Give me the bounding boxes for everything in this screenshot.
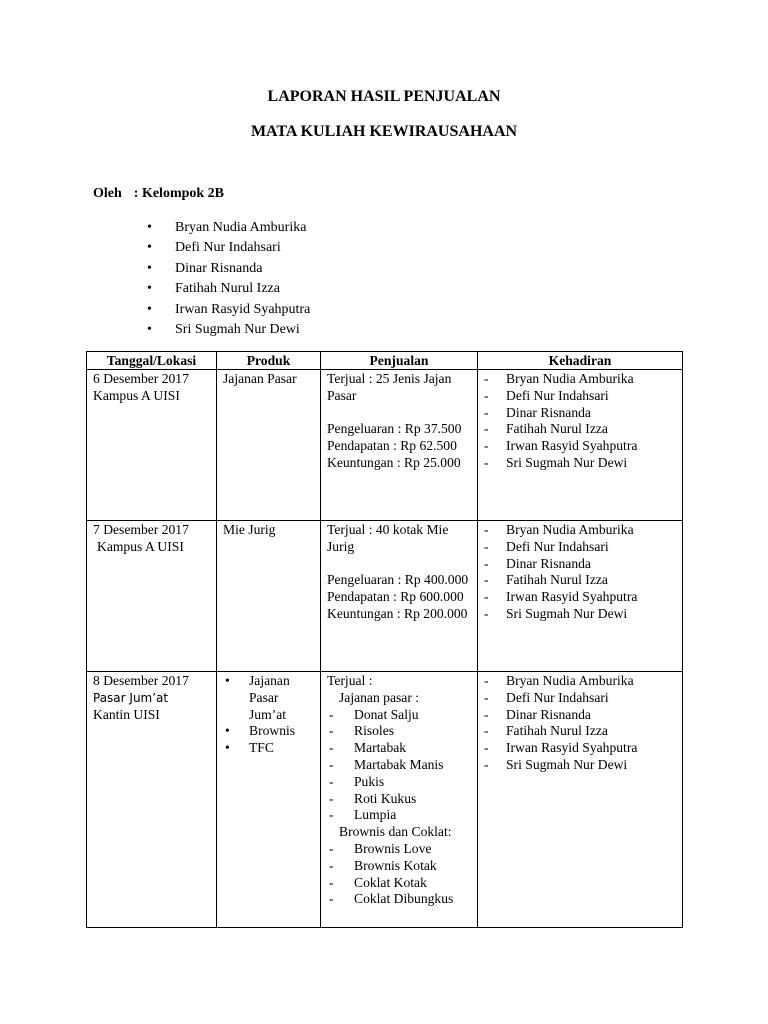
member-item: • Bryan Nudia Amburika	[147, 218, 310, 238]
product-item: • Brownis	[223, 723, 315, 740]
product-cell: Jajanan Pasar	[217, 370, 321, 521]
attendance-item: - Fatihah Nurul Izza	[484, 723, 677, 740]
sold-text: Terjual : 40 kotak Mie Jurig	[327, 522, 449, 554]
member-item: • Irwan Rasyid Syahputra	[147, 300, 310, 320]
member-item: • Sri Sugmah Nur Dewi	[147, 320, 310, 340]
group-label: Jajanan pasar :	[339, 689, 420, 705]
header-product: Produk	[217, 352, 321, 370]
expense-text: Pengeluaran : Rp 400.000	[327, 572, 469, 588]
course-title: MATA KULIAH KEWIRAUSAHAAN	[250, 123, 518, 140]
product-cell	[217, 672, 321, 928]
attendance-item: - Fatihah Nurul Izza	[484, 572, 677, 589]
table-header-row	[87, 352, 683, 370]
date: 7 Desember 2017	[93, 522, 189, 537]
sold-item: - Donat Salju	[327, 707, 472, 724]
profit-text: Keuntungan : Rp 25.000	[327, 454, 461, 470]
date-location-cell	[87, 521, 217, 672]
attendance-item: - Irwan Rasyid Syahputra	[484, 589, 677, 606]
attendance-item: - Sri Sugmah Nur Dewi	[484, 455, 677, 472]
product-item: • TFC	[223, 740, 315, 757]
attendance-item: - Bryan Nudia Amburika	[484, 673, 677, 690]
expense-text: Pengeluaran : Rp 37.500	[327, 421, 462, 437]
date: 8 Desember 2017	[93, 673, 189, 688]
sold-item: - Lumpia	[327, 807, 472, 824]
report-title: LAPORAN HASIL PENJUALAN	[267, 88, 501, 105]
sold-item: - Coklat Dibungkus	[327, 891, 472, 908]
oleh-separator: :	[133, 186, 139, 201]
attendance-item: - Defi Nur Indahsari	[484, 690, 677, 707]
attendance-cell	[478, 672, 683, 928]
profit-text: Keuntungan : Rp 200.000	[327, 605, 468, 621]
sold-item: - Roti Kukus	[327, 791, 472, 808]
table-row	[87, 521, 683, 672]
sold-item: - Martabak Manis	[327, 757, 472, 774]
member-item: • Defi Nur Indahsari	[147, 238, 310, 258]
group-line	[93, 186, 224, 203]
attendance-cell	[478, 521, 683, 672]
product-item: • Jajanan Pasar Jum’at	[223, 673, 315, 723]
sold-item: - Pukis	[327, 774, 472, 791]
header-sales: Penjualan	[321, 352, 478, 370]
sold-text: Terjual : 25 Jenis Jajan Pasar	[327, 371, 452, 403]
product-cell: Mie Jurig	[217, 521, 321, 672]
attendance-item: - Sri Sugmah Nur Dewi	[484, 606, 677, 623]
date-location-cell	[87, 370, 217, 521]
attendance-item: - Dinar Risnanda	[484, 405, 677, 422]
sold-item: - Martabak	[327, 740, 472, 757]
sold-item: - Coklat Kotak	[327, 875, 472, 892]
sales-cell	[321, 521, 478, 672]
attendance-item: - Bryan Nudia Amburika	[484, 522, 677, 539]
attendance-item: - Dinar Risnanda	[484, 707, 677, 724]
location: Kantin UISI	[93, 706, 160, 722]
group-label: Brownis dan Coklat:	[339, 824, 452, 840]
table-row	[87, 672, 683, 928]
attendance-item: - Irwan Rasyid Syahputra	[484, 438, 677, 455]
attendance-item: - Dinar Risnanda	[484, 556, 677, 573]
sales-table	[86, 351, 683, 928]
attendance-item: - Fatihah Nurul Izza	[484, 421, 677, 438]
table-row	[87, 370, 683, 521]
sold-item: - Brownis Love	[327, 841, 472, 858]
location: Kampus A UISI	[97, 538, 184, 554]
sold-item: - Brownis Kotak	[327, 858, 472, 875]
member-list	[147, 218, 310, 340]
date: 6 Desember 2017	[93, 371, 189, 386]
group-name: Kelompok 2B	[141, 186, 225, 201]
location: Pasar Jum’at	[93, 690, 169, 705]
oleh-label: Oleh	[93, 186, 122, 201]
member-item: • Fatihah Nurul Izza	[147, 279, 310, 299]
sales-cell	[321, 672, 478, 928]
sold-item: - Risoles	[327, 723, 472, 740]
header-date-location: Tanggal/Lokasi	[87, 352, 217, 370]
attendance-cell	[478, 370, 683, 521]
attendance-item: - Bryan Nudia Amburika	[484, 371, 677, 388]
sales-cell	[321, 370, 478, 521]
attendance-item: - Irwan Rasyid Syahputra	[484, 740, 677, 757]
location: Kampus A UISI	[93, 387, 180, 403]
income-text: Pendapatan : Rp 62.500	[327, 438, 457, 454]
attendance-item: - Defi Nur Indahsari	[484, 539, 677, 556]
sold-label: Terjual :	[327, 673, 373, 688]
attendance-item: - Sri Sugmah Nur Dewi	[484, 757, 677, 774]
header-attendance: Kehadiran	[478, 352, 683, 370]
attendance-item: - Defi Nur Indahsari	[484, 388, 677, 405]
date-location-cell	[87, 672, 217, 928]
member-item: • Dinar Risnanda	[147, 259, 310, 279]
income-text: Pendapatan : Rp 600.000	[327, 589, 464, 605]
